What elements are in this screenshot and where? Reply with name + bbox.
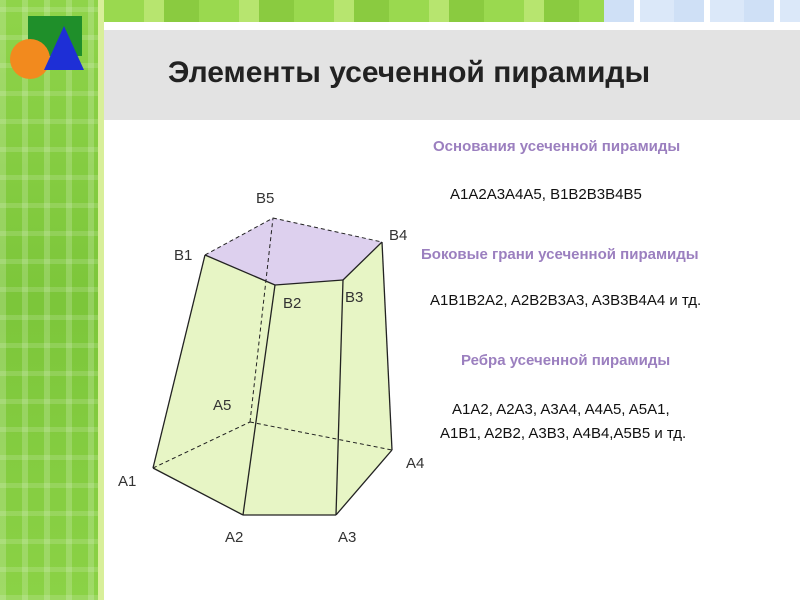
- edges-line-2: A1B1, A2B2, A3B3, A4B4,A5B5 и тд.: [440, 425, 687, 442]
- vertex-label-a4: A4: [406, 455, 425, 472]
- bases-heading: Основания усеченной пирамиды: [433, 138, 681, 155]
- vertex-label-b1: B1: [174, 247, 193, 264]
- edges-line-1: A1A2, A2A3, A3A4, A4A5, A5A1,: [452, 401, 670, 418]
- vertex-label-b5: B5: [256, 190, 275, 207]
- edges-heading: Ребра усеченной пирамиды: [461, 352, 671, 369]
- vertex-label-a1: A1: [118, 473, 137, 490]
- page-title: Элементы усеченной пирамиды: [168, 56, 651, 89]
- vertex-label-b2: B2: [283, 295, 302, 312]
- vertex-label-a3: A3: [338, 529, 357, 546]
- lateral-faces-line: A1B1B2A2, A2B2B3A3, A3B3B4A4 и тд.: [430, 292, 702, 309]
- vertex-label-b3: B3: [345, 289, 364, 306]
- vertex-label-a2: A2: [225, 529, 244, 546]
- vertex-label-a5: A5: [213, 397, 232, 414]
- vertex-label-b4: B4: [389, 227, 408, 244]
- bases-line: A1A2A3A4A5, B1B2B3B4B5: [450, 186, 642, 203]
- lateral-faces-heading: Боковые грани усеченной пирамиды: [421, 246, 699, 263]
